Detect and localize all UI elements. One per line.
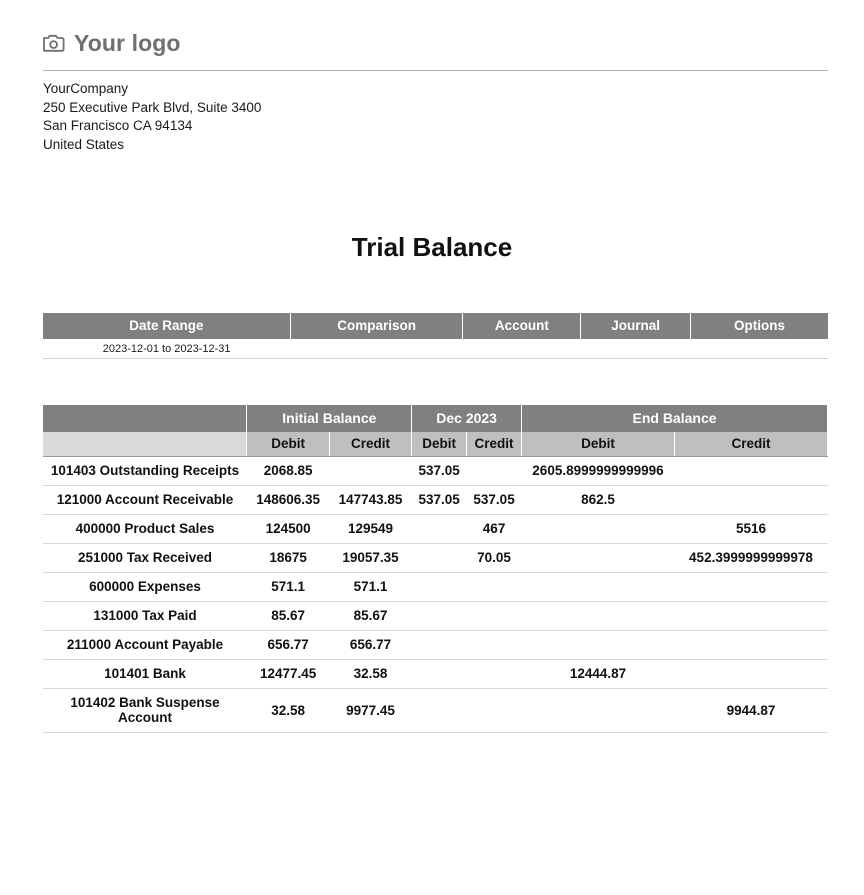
row-account: 211000 Account Payable [43,631,247,660]
company-country: United States [43,136,125,152]
row-period-credit [467,457,522,486]
row-account: 251000 Tax Received [43,544,247,573]
row-account: 101402 Bank Suspense Account [43,689,247,733]
group-header-end-balance: End Balance [522,405,828,432]
filter-value-date-range: 2023-12-01 to 2023-12-31 [43,339,290,359]
company-address-line2: San Francisco CA 94134 [43,118,193,134]
row-period-debit: 537.05 [412,457,467,486]
company-address-block [43,80,821,154]
logo-text: Your logo [74,29,181,56]
row-initial-credit [329,457,411,486]
row-period-debit [412,660,467,689]
row-end-credit: 9944.87 [674,689,827,733]
filter-bar [43,313,828,359]
page-title: Trial Balance [351,232,513,263]
trial-balance-table [43,405,828,733]
sub-header-end-credit: Credit [674,432,827,457]
sub-header-end-debit: Debit [522,432,675,457]
filter-value-row [43,339,828,359]
row-period-credit: 467 [467,515,522,544]
row-period-debit [412,602,467,631]
row-end-credit [674,457,827,486]
row-account: 131000 Tax Paid [43,602,247,631]
filter-table [43,313,828,359]
row-initial-debit: 124500 [247,515,329,544]
row-initial-debit: 85.67 [247,602,329,631]
row-initial-credit: 147743.85 [329,486,411,515]
row-initial-credit: 32.58 [329,660,411,689]
row-initial-debit: 656.77 [247,631,329,660]
row-end-credit [674,573,827,602]
table-row[interactable] [43,544,828,573]
row-initial-credit: 85.67 [329,602,411,631]
filter-header-journal[interactable]: Journal [581,313,691,339]
row-end-debit [522,631,675,660]
filter-value-comparison [290,339,463,359]
row-initial-debit: 12477.45 [247,660,329,689]
filter-header-options[interactable]: Options [691,313,828,339]
row-initial-debit: 2068.85 [247,457,329,486]
group-header-period: Dec 2023 [412,405,522,432]
sub-header-initial-debit: Debit [247,432,329,457]
row-period-credit: 70.05 [467,544,522,573]
filter-value-account [463,339,581,359]
row-period-credit [467,602,522,631]
row-end-credit [674,602,827,631]
row-period-credit [467,660,522,689]
table-row[interactable] [43,573,828,602]
row-period-debit [412,573,467,602]
company-logo [43,30,181,57]
row-initial-debit: 18675 [247,544,329,573]
row-initial-debit: 148606.35 [247,486,329,515]
trial-balance-table-wrap [43,405,828,733]
row-end-debit: 2605.8999999999996 [522,457,675,486]
row-period-debit [412,515,467,544]
table-row[interactable] [43,689,828,733]
filter-header-comparison[interactable]: Comparison [290,313,463,339]
sub-header-account [43,432,247,457]
row-end-debit [522,689,675,733]
row-account: 400000 Product Sales [43,515,247,544]
row-initial-credit: 571.1 [329,573,411,602]
row-initial-credit: 9977.45 [329,689,411,733]
row-end-credit [674,631,827,660]
row-period-credit [467,573,522,602]
row-end-credit [674,486,827,515]
document-page [0,22,864,895]
group-header-account [43,405,247,432]
sub-header-period-debit: Debit [412,432,467,457]
table-row[interactable] [43,515,828,544]
table-group-header-row [43,405,828,432]
row-end-debit [522,544,675,573]
filter-value-options [691,339,828,359]
row-period-credit [467,631,522,660]
document-header [43,22,828,71]
table-row[interactable] [43,660,828,689]
row-end-debit [522,515,675,544]
table-row[interactable] [43,631,828,660]
row-period-debit [412,689,467,733]
row-account: 600000 Expenses [43,573,247,602]
table-row[interactable] [43,486,828,515]
filter-header-account[interactable]: Account [463,313,581,339]
camera-icon [43,33,65,53]
row-end-debit: 12444.87 [522,660,675,689]
row-end-debit: 862.5 [522,486,675,515]
row-end-credit: 5516 [674,515,827,544]
row-initial-credit: 19057.35 [329,544,411,573]
row-initial-credit: 129549 [329,515,411,544]
row-period-debit [412,631,467,660]
row-initial-debit: 571.1 [247,573,329,602]
table-row[interactable] [43,602,828,631]
row-end-debit [522,602,675,631]
row-end-credit: 452.3999999999978 [674,544,827,573]
filter-header-row [43,313,828,339]
row-end-credit [674,660,827,689]
filter-header-date-range[interactable]: Date Range [43,313,290,339]
row-period-credit: 537.05 [467,486,522,515]
row-initial-credit: 656.77 [329,631,411,660]
row-account: 101403 Outstanding Receipts [43,457,247,486]
company-address-line1: 250 Executive Park Blvd, Suite 3400 [43,99,262,115]
row-account: 101401 Bank [43,660,247,689]
group-header-initial-balance: Initial Balance [247,405,412,432]
sub-header-period-credit: Credit [467,432,522,457]
row-initial-debit: 32.58 [247,689,329,733]
row-end-debit [522,573,675,602]
table-row[interactable] [43,457,828,486]
table-sub-header-row [43,432,828,457]
company-name: YourCompany [43,81,129,96]
row-account: 121000 Account Receivable [43,486,247,515]
row-period-debit: 537.05 [412,486,467,515]
sub-header-initial-credit: Credit [329,432,411,457]
filter-value-journal [581,339,691,359]
row-period-debit [412,544,467,573]
row-period-credit [467,689,522,733]
